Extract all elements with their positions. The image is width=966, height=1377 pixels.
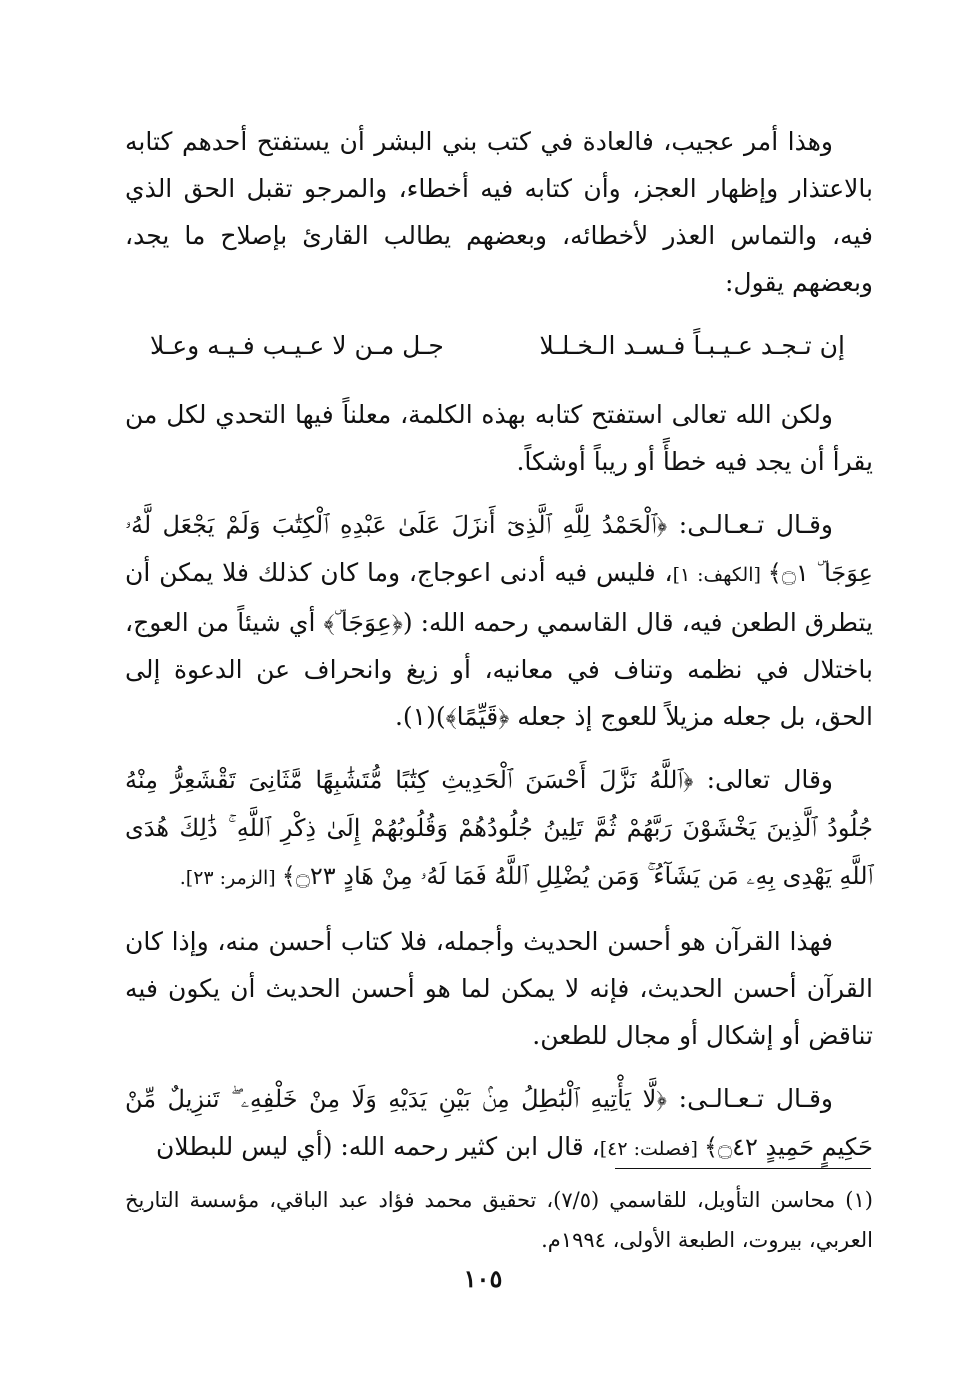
paragraph-1 [125, 118, 873, 306]
footnote-text: (١) محاسن التأويل، للقاسمي (٧/٥)، تحقيق محمد فؤاد عبد الباقي، مؤسسة التاريخ العربي، بيروت، الطبعة الأولى، ١٩٩٤م. [125, 1188, 873, 1252]
paragraph-6-rest: ، قال ابن كثير رحمه الله: (أي ليس للبطلان [156, 1132, 600, 1161]
paragraph-3 [125, 501, 873, 740]
page-number: ١٠٥ [463, 1264, 503, 1293]
paragraph-1-text: وهذا أمر عجيب، فالعادة في كتب بني البشر أن يستفتح أحدهم كتابه بالاعتذار وإظهار العجز، وأن كتابه فيه أخطاء، والمرجو تقبل الحق الذي فيه، والتماس العذر لأخطائه، وبعضهم يطالب القارئ بإصلاح ما يجد، وبعضهم يقول: [125, 127, 873, 297]
footnote [125, 1180, 873, 1260]
footnote-separator [615, 1168, 871, 1169]
quran-verse-fussilat: ﴿لَّا يَأْتِيهِ ٱلْبَٰطِلُ مِنۢ بَيْنِ يَدَيْهِ وَلَا مِنْ خَلْفِهِۦ ۖ تَنزِيلٌ مِّنْ حَكِيمٍ حَمِيدٍ ۝٤٢﴾ [125, 1085, 873, 1161]
poem-second-hemistich: جـل مـن لا عـيـب فـيـه وعـلا [150, 331, 444, 360]
quran-reference-zumar: [الزمر: ٢٣]. [179, 867, 282, 889]
paragraph-5-text: فهذا القرآن هو أحسن الحديث وأجمله، فلا كتاب أحسن منه، وإذا كان القرآن أحسن الحديث، فإنه لا يمكن لما هو أحسن الحديث أن يكون فيه تناقض أو إشكال أو مجال للطعن. [125, 927, 873, 1050]
paragraph-4 [125, 756, 873, 902]
paragraph-6 [125, 1075, 873, 1173]
poem-verse [125, 322, 873, 369]
poem-first-hemistich: إن تـجـد عـيـبـاً فـسـد الـخـلـلا [539, 331, 845, 360]
paragraph-3-rest: ، فليس فيه أدنى اعوجاج، وما كان كذلك فلا يمكن أن يتطرق الطعن فيه، قال القاسمي رحمه الله: (﴿عِوَجَا ۜ﴾ أي شيئاً من العوج، باختلال في نظمه وتناف في معانيه، أو زيغ وانحراف عن الدعوة إلى الحق، بل جعله مزيلاً للعوج إذ جعله ﴿قَيِّمًا﴾)(١). [125, 558, 873, 731]
paragraph-6-intro: وقـال تـعـالـى: [666, 1084, 833, 1113]
paragraph-4-intro: وقال تعالى: [693, 765, 833, 794]
paragraph-2 [125, 391, 873, 485]
quran-reference-fussilat: [فصلت: ٤٢] [599, 1138, 704, 1160]
quran-reference-kahf: [الكهف: ١] [672, 564, 768, 586]
main-text [125, 118, 873, 1183]
paragraph-3-intro: وقـال تـعـالـى: [667, 510, 833, 539]
paragraph-5 [125, 918, 873, 1059]
quran-verse-zumar: ﴿ٱللَّهُ نَزَّلَ أَحْسَنَ ٱلْحَدِيثِ كِتَٰبًا مُّتَشَٰبِهًا مَّثَانِىَ تَقْشَعِرُّ مِنْهُ جُلُودُ ٱلَّذِينَ يَخْشَوْنَ رَبَّهُمْ ثُمَّ تَلِينُ جُلُودُهُمْ وَقُلُوبُهُمْ إِلَىٰ ذِكْرِ ٱللَّهِ ۚ ذَٰلِكَ هُدَى ٱللَّهِ يَهْدِى بِهِۦ مَن يَشَآءُ ۚ وَمَن يُضْلِلِ ٱللَّهُ فَمَا لَهُۥ مِنْ هَادٍ ۝٢٣﴾ [125, 766, 873, 890]
quran-verse-kahf: ﴿ٱلْحَمْدُ لِلَّهِ ٱلَّذِىٓ أَنزَلَ عَلَىٰ عَبْدِهِ ٱلْكِتَٰبَ وَلَمْ يَجْعَل لَّهُۥ عِوَجَا ۜ ۝١﴾ [125, 511, 873, 587]
paragraph-2-text: ولكن الله تعالى استفتح كتابه بهذه الكلمة، معلناً فيها التحدي لكل من يقرأ أن يجد فيه خطأً أو ريباً أوشكاً. [125, 400, 873, 476]
